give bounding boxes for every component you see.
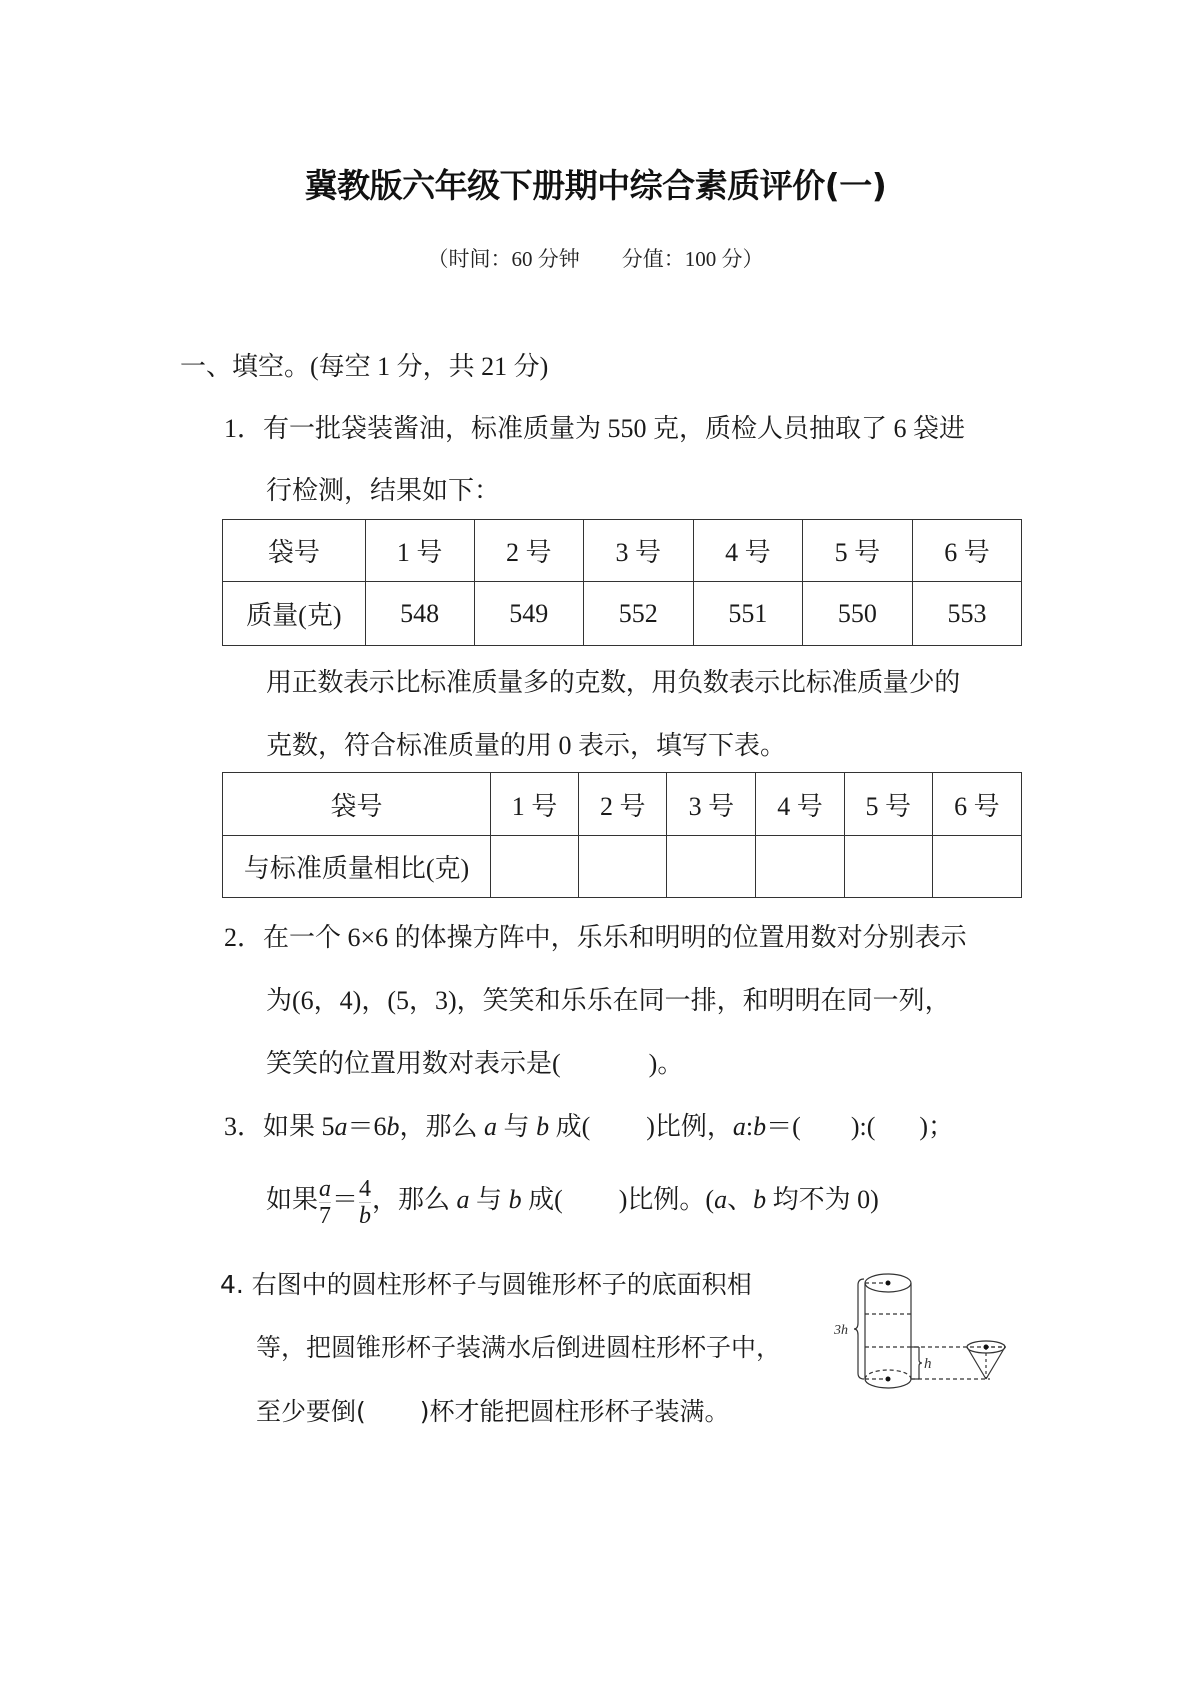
var-b: b	[753, 1185, 767, 1214]
table-cell: 553	[912, 582, 1021, 646]
var-b: b	[753, 1112, 767, 1141]
var-a: a	[732, 1112, 746, 1141]
q3-text: 成(	[521, 1185, 563, 1214]
table-row-label: 质量(克)	[223, 582, 366, 646]
fraction-numerator: a	[319, 1175, 332, 1202]
q3-text: 如果	[266, 1185, 319, 1214]
q3-line2	[266, 1170, 879, 1230]
q3-text: )比例。(	[618, 1185, 715, 1214]
q3-line1	[224, 1112, 954, 1142]
q3-text: ，那么	[399, 1112, 485, 1141]
var-b: b	[536, 1112, 550, 1141]
q1-para1: 用正数表示比标准质量多的克数，用负数表示比标准质量少的	[266, 668, 960, 697]
fraction-a-over-7	[319, 1176, 331, 1229]
q3-text: ＝6	[347, 1112, 387, 1141]
page-title: 冀教版六年级下册期中综合素质评价(一)	[304, 166, 887, 205]
table-cell: 549	[474, 582, 583, 646]
q3-text: 与	[497, 1112, 537, 1141]
table-header-cell: 2 号	[474, 520, 583, 582]
table-header-cell: 6 号	[912, 520, 1021, 582]
q4-line1: 4. 右图中的圆柱形杯子与圆锥形杯子的底面积相	[220, 1270, 752, 1299]
var-a: a	[456, 1185, 470, 1214]
table-header-cell: 3 号	[667, 773, 756, 836]
label-h: h	[924, 1356, 932, 1372]
q4-line2: 等，把圆锥形杯子装满水后倒进圆柱形杯子中，	[256, 1333, 782, 1362]
q3-text: ，那么	[372, 1185, 457, 1214]
table-header-cell: 6 号	[932, 773, 1021, 836]
table-cell: 551	[693, 582, 802, 646]
table-row-label: 与标准质量相比(克)	[223, 836, 491, 898]
label-3h: 3h	[834, 1323, 848, 1338]
q2-line1: 2．在一个 6×6 的体操方阵中，乐乐和明明的位置用数对分别表示	[224, 923, 967, 952]
q1-line1: 1．有一批袋装酱油，标准质量为 550 克，质检人员抽取了 6 袋进	[224, 414, 966, 443]
weight-table	[222, 519, 1022, 646]
answer-cell[interactable]	[756, 836, 844, 898]
table-header-cell: 5 号	[844, 773, 932, 836]
answer-cell[interactable]	[579, 836, 667, 898]
cylinder-cone-figure	[820, 1265, 1020, 1405]
var-a: a	[334, 1112, 348, 1141]
q3-text: 、	[727, 1185, 754, 1214]
q4-line3	[256, 1397, 730, 1427]
q2-line2: 为(6，4)，(5，3)，笑笑和乐乐在同一排，和明明在同一列，	[266, 986, 951, 1015]
table-header-cell: 2 号	[579, 773, 667, 836]
q2-text: 笑笑的位置用数对表示是(	[266, 1049, 561, 1078]
section-heading: 一、填空。(每空 1 分，共 21 分)	[180, 352, 549, 381]
q3-text: :	[745, 1112, 754, 1141]
answer-cell[interactable]	[932, 836, 1021, 898]
q3-text: ＝(	[766, 1112, 801, 1141]
table-cell: 552	[583, 582, 693, 646]
q3-text: 均不为 0)	[766, 1185, 879, 1214]
table-header-cell: 1 号	[365, 520, 474, 582]
q3-text: 成(	[549, 1112, 591, 1141]
var-b: b	[386, 1112, 400, 1141]
q2-text-end: )。	[648, 1049, 684, 1078]
table-header-cell: 1 号	[490, 773, 578, 836]
q3-text: 与	[469, 1185, 509, 1214]
q4-text: )杯才能把圆柱形杯子装满。	[419, 1397, 730, 1426]
var-a: a	[484, 1112, 498, 1141]
table-header-cell: 4 号	[693, 520, 802, 582]
fraction-numerator: 4	[359, 1175, 372, 1202]
fraction-4-over-b	[359, 1176, 371, 1229]
q3-text: )比例，	[646, 1112, 733, 1141]
difference-table	[222, 772, 1022, 898]
q4-text: 至少要倒(	[256, 1397, 366, 1426]
q3-text: 3．如果 5	[224, 1112, 335, 1141]
answer-cell[interactable]	[844, 836, 932, 898]
q3-text: )；	[919, 1112, 955, 1141]
var-b: b	[508, 1185, 522, 1214]
q1-line2: 行检测，结果如下：	[266, 476, 501, 505]
table-header-cell: 5 号	[802, 520, 912, 582]
fraction-denominator: b	[359, 1202, 372, 1229]
fraction-denominator: 7	[319, 1202, 332, 1229]
q3-text: ＝	[332, 1185, 359, 1214]
q3-text: ):(	[850, 1112, 876, 1141]
exam-info: （时间：60 分钟 分值：100 分）	[427, 247, 764, 271]
table-header-cell: 袋号	[223, 520, 366, 582]
table-header-cell: 4 号	[756, 773, 844, 836]
table-header-cell: 3 号	[583, 520, 693, 582]
answer-cell[interactable]	[490, 836, 578, 898]
q2-line3	[266, 1049, 683, 1079]
table-header-cell: 袋号	[223, 773, 491, 836]
var-a: a	[714, 1185, 728, 1214]
q1-para2: 克数，符合标准质量的用 0 表示，填写下表。	[266, 731, 787, 760]
table-cell: 548	[365, 582, 474, 646]
answer-cell[interactable]	[667, 836, 756, 898]
table-cell: 550	[802, 582, 912, 646]
